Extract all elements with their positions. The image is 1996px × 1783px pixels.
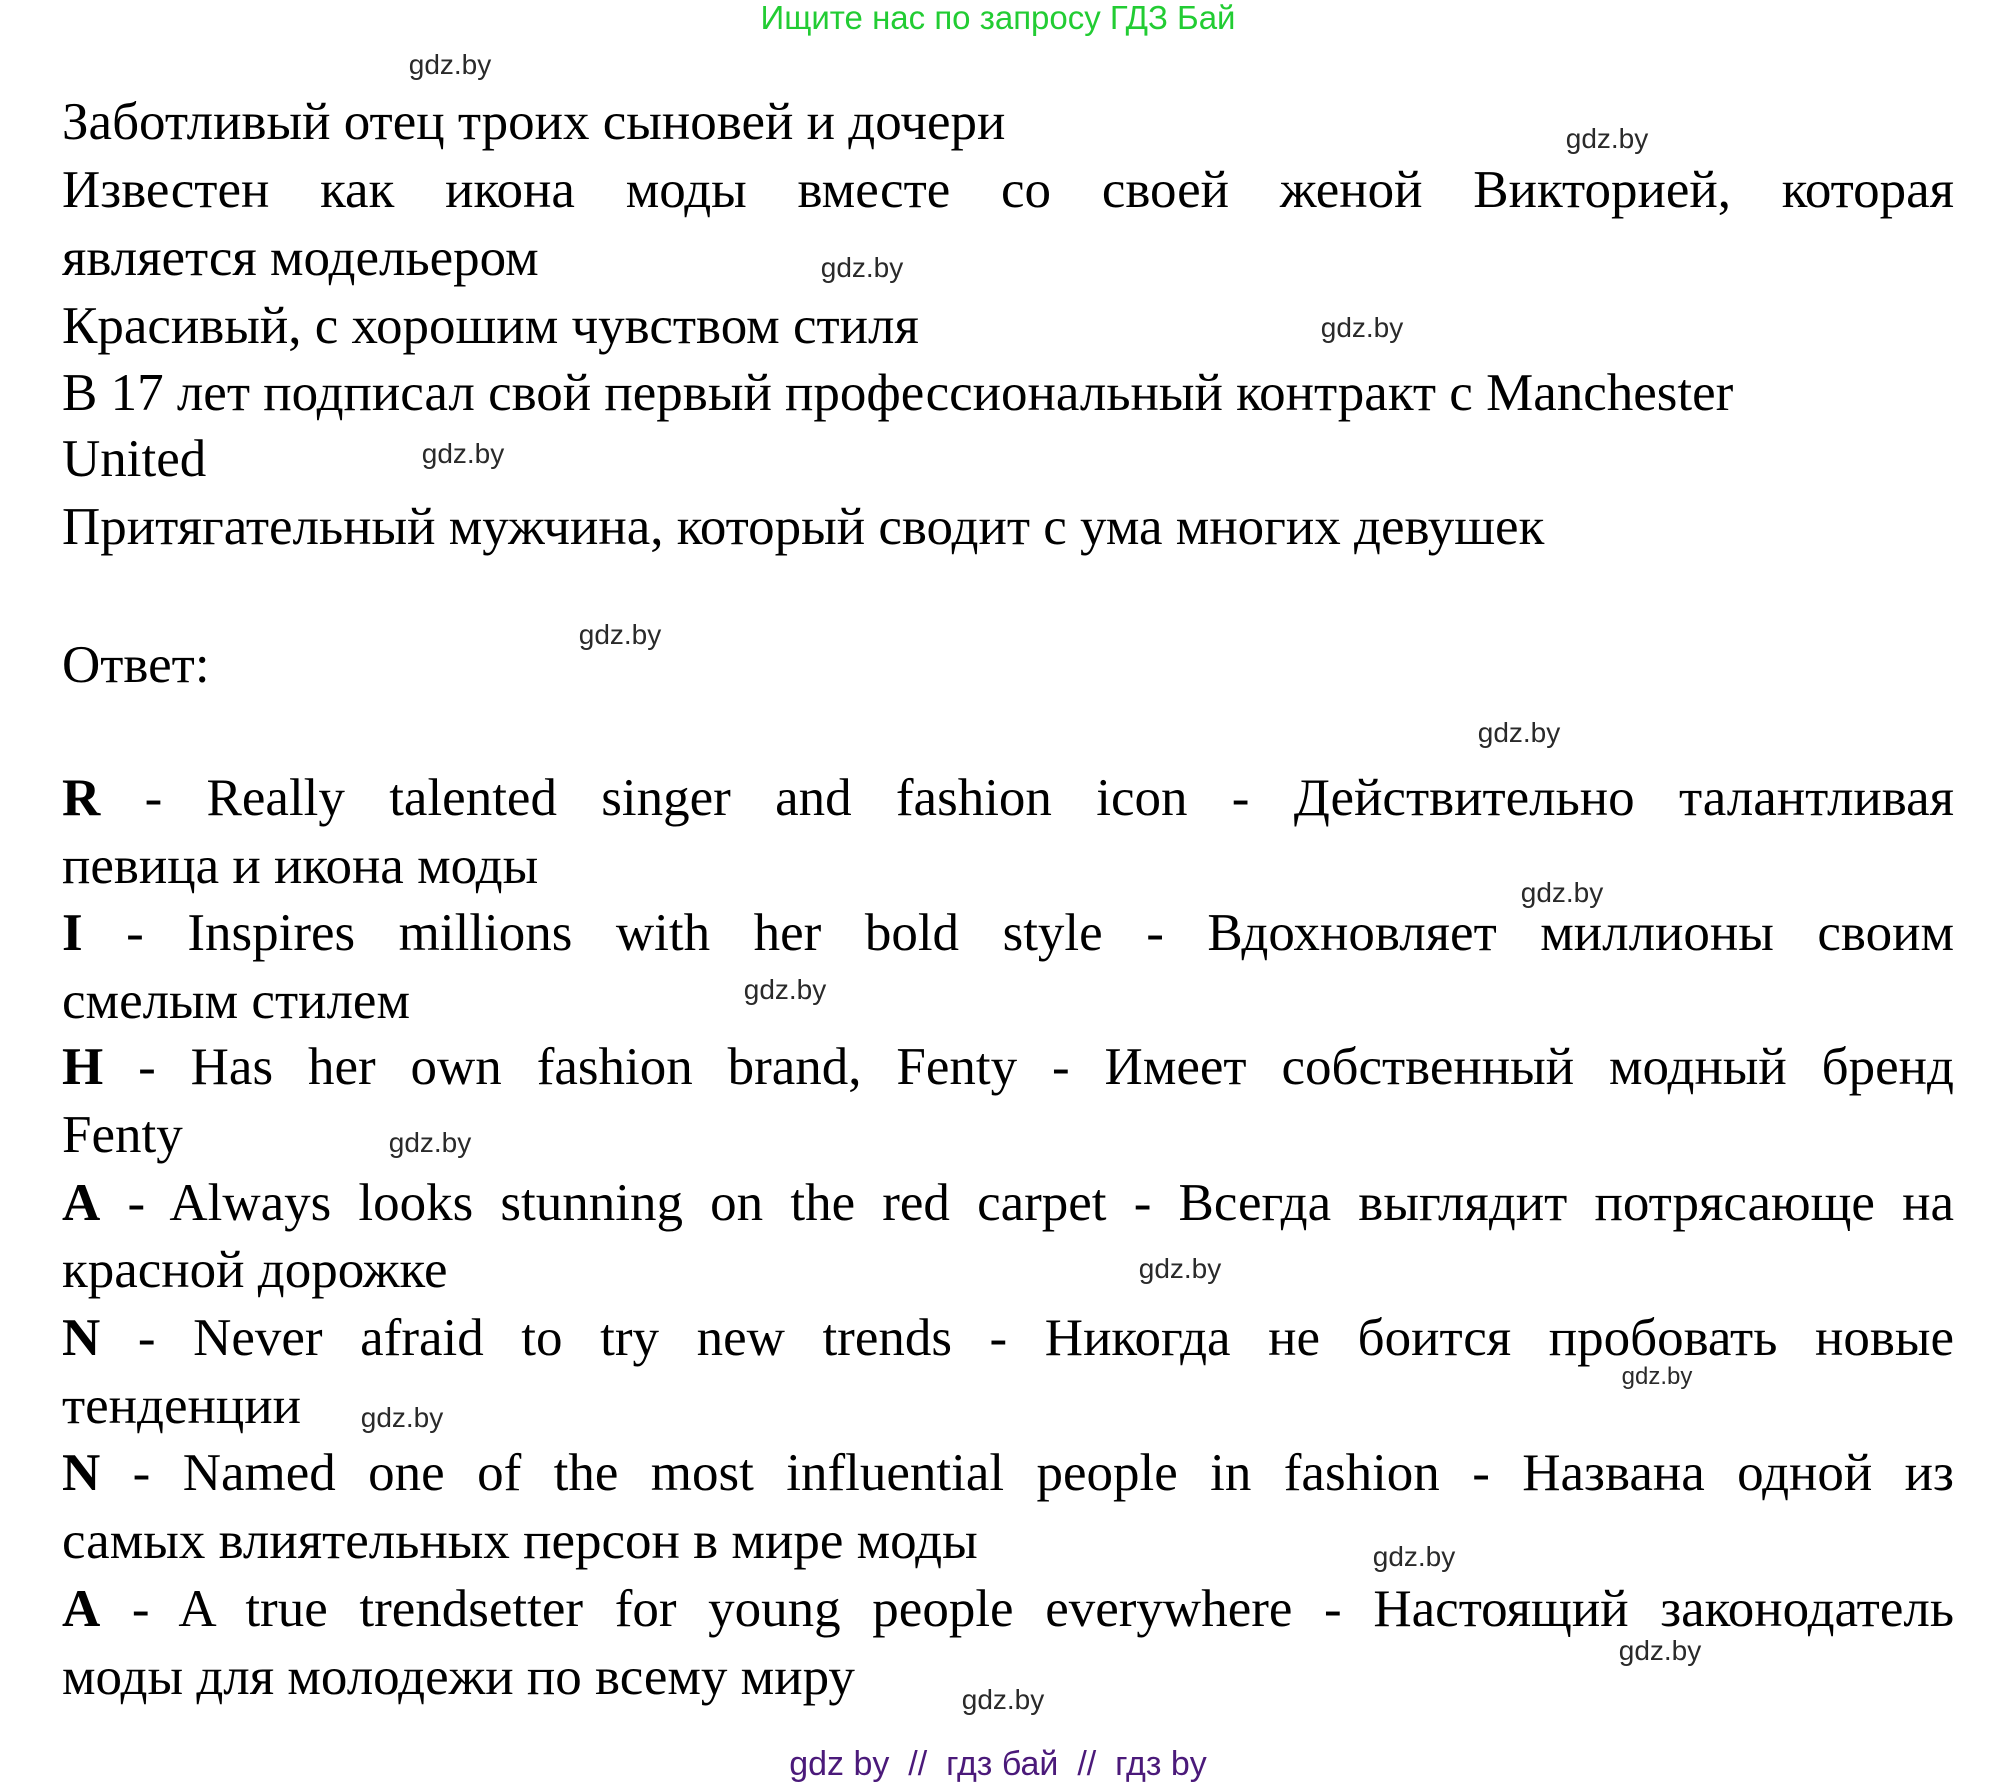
watermark: gdz.by	[1372, 1541, 1456, 1572]
answer-continuation: смелым стилем	[62, 972, 410, 1030]
watermark: gdz.by	[421, 438, 505, 469]
answer-text: - Never afraid to try new trends - Никогда не боится пробовать новые	[100, 1309, 1954, 1367]
answer-text: - A true trendsetter for young people everywhere - Настоящий законодатель	[100, 1580, 1954, 1638]
answer-letter: N	[62, 1444, 101, 1502]
question-line: United	[62, 430, 207, 488]
watermark: gdz.by	[1320, 312, 1404, 343]
watermark: gdz.by	[1621, 1363, 1693, 1390]
watermark: gdz.by	[578, 619, 662, 650]
watermark: gdz.by	[1520, 877, 1604, 908]
answer-label: Ответ:	[62, 636, 210, 694]
question-line: Красивый, с хорошим чувством стиля	[62, 297, 919, 355]
answer-line	[62, 1173, 1954, 1233]
watermark: gdz.by	[1477, 717, 1561, 748]
answer-line	[62, 1037, 1954, 1097]
watermark: gdz.by	[388, 1127, 472, 1158]
answer-line	[62, 903, 1954, 963]
watermark: gdz.by	[408, 49, 492, 80]
answer-continuation: Fenty	[62, 1106, 183, 1164]
watermark: gdz.by	[1138, 1253, 1222, 1284]
watermark: gdz.by	[820, 252, 904, 283]
watermark: gdz.by	[961, 1684, 1045, 1715]
answer-continuation: красной дорожке	[62, 1241, 448, 1299]
search-hint-banner: Ищите нас по запросу ГДЗ Бай	[760, 0, 1236, 36]
question-line: В 17 лет подписал свой первый профессиональный контракт с Manchester	[62, 364, 1734, 422]
answer-line	[62, 1443, 1954, 1503]
answer-text: - Has her own fashion brand, Fenty - Имеет собственный модный бренд	[103, 1038, 1954, 1096]
watermark: gdz.by	[1565, 123, 1649, 154]
answer-letter: A	[62, 1174, 101, 1232]
answer-letter: H	[62, 1038, 104, 1096]
answer-letter: R	[62, 769, 101, 827]
answer-letter: I	[62, 904, 83, 962]
watermark: gdz.by	[360, 1402, 444, 1433]
answer-letter: A	[62, 1580, 101, 1638]
answer-line	[62, 1579, 1954, 1639]
watermark: gdz.by	[1618, 1635, 1702, 1666]
answer-text: - Inspires millions with her bold style - Вдохновляет миллионы своим	[82, 904, 1954, 962]
question-line: является модельером	[62, 229, 539, 287]
footer-watermark: gdz by // гдз бай // гдз by	[789, 1745, 1207, 1783]
answer-continuation: тенденции	[62, 1377, 301, 1435]
watermark: gdz.by	[743, 974, 827, 1005]
question-line: Известен как икона моды вместе со своей женой Викторией, которая	[62, 161, 1954, 219]
question-line: Притягательный мужчина, который сводит с ума многих девушек	[62, 498, 1545, 556]
answer-continuation: самых влиятельных персон в мире моды	[62, 1512, 978, 1570]
answer-continuation: моды для молодежи по всему миру	[62, 1648, 855, 1706]
answer-text: - Named one of the most influential people in fashion - Названа одной из	[100, 1444, 1954, 1502]
answer-line	[62, 768, 1954, 828]
answer-text: - Always looks stunning on the red carpet - Всегда выглядит потрясающе на	[100, 1174, 1954, 1232]
question-line: Заботливый отец троих сыновей и дочери	[62, 93, 1006, 151]
answer-line	[62, 1308, 1954, 1368]
answer-continuation: певица и икона моды	[62, 837, 539, 895]
answer-text: - Really talented singer and fashion icon - Действительно талантливая	[100, 769, 1954, 827]
answer-letter: N	[62, 1309, 101, 1367]
